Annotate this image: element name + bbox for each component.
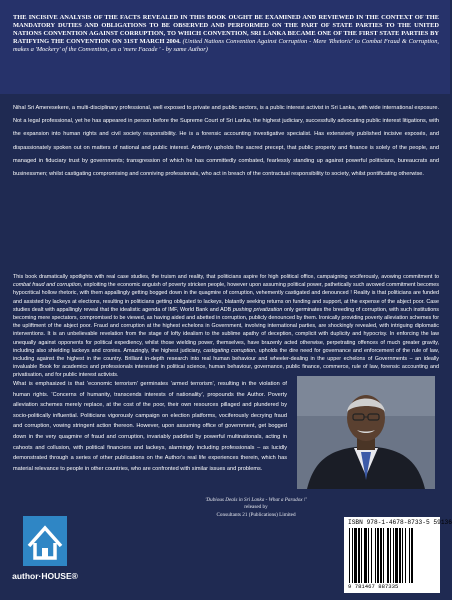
author-bio: Nihal Sri Ameresekere, a multi-disciplinary professional, well exposed to private and public sectors, is a public interest activist in Sri Lanka, with wide international exposure. Not a legal professional, yet he has appeared in person before the Supreme Court of Sri Lanka, the highest judiciary, successfully advocating public interest litigations, with the expansion into human rights and civil society responsibility. He is a forensic accounting investigative specialist. Has extensively published incisive exposés, and dispassionately spoken out on matters of national and public interest. Ardently upholds the sacred precept, that public property and finance is solely of the people, and managed in fiduciary trust by governments; transgression of which he has committedly combated, fearlessly standing up against powerful politicians, bureaucrats and businessmen; whilst castigating compromising and conniving professionals, who act in breach of the contractual responsibility to society, whilst pontificating otherwise.: [13, 105, 439, 178]
barcode-stripe: [387, 528, 389, 583]
credits-title: 'Dubious Deals in Sri Lanka - What a Paradox !': [205, 497, 307, 503]
author-portrait-illustration: [297, 376, 435, 489]
isbn-number: ISBN 978-1-4678-8733-5: [348, 519, 430, 526]
credits-publisher: Consultants 21 (Publications) Limited: [216, 511, 296, 518]
description-part-4: , upholds the dire need for governance and enforcement of the rule of law, including against the highest in the country. Brilliant in-depth research into real human behaviour and wheeler-dealing in the upper echelons of Governments – an ideally invaluable Book for academics and professionals interested in political science, human behaviour, governance, public finance, commerce, rule of law, forensic accounting and privatisation, and for public interest activists.: [13, 347, 439, 379]
barcode-bars: [348, 528, 436, 583]
barcode-stripe: [354, 528, 357, 583]
publisher-logo-text: author·HOUSE®: [12, 571, 78, 581]
description-emphasis-1: combat fraud and corruption: [13, 282, 81, 289]
barcode-stripe: [364, 528, 367, 583]
description-part-2: , exploiting the economic anguish of poverty stricken people, however upon assuming political power, pathetically such avowed commitment becomes hypocritical hollow rhetoric, with them appallingly getting bogged down in the quagmire of corruption, vehemently castigated and denounced ! Reality is that politicians are funded and assisted by lackeys at elections, resulting in politicians getting obligated to lackeys, blatantly seeking returns on funding and support, at the expense of the abject poor. Case studies dealt with appallingly reveal that the idealistic agenda of IMF, World Bank and ADB: [13, 282, 439, 313]
barcode-stripe: [393, 528, 394, 583]
barcode-stripe: [377, 528, 379, 583]
book-description: [13, 273, 439, 380]
barcode-stripe: [411, 528, 413, 583]
barcode-stripe: [399, 528, 401, 583]
barcode-stripe: [349, 528, 350, 583]
isbn-text: [348, 519, 452, 526]
barcode-stripe: [375, 528, 376, 583]
barcode-stripe: [402, 528, 403, 583]
author-photo: [297, 376, 435, 489]
barcode-stripe: [358, 528, 360, 583]
description-part-3: only germinates the breeding of corruption, with such institutions becoming mere spectators, compromised to be viewed, as having aided and abetted in corruption, publicly denounced by them. Ironically providing poverty alleviation schemes for the upliftment of the abject poor. Fraud and corruption at the highest echelons in Government, involving international parties, are shockingly revealed, with intriguing diplomatic interventions. It is an unbelievable revelation from the stage of lofty idealism to the sublime apathy of deception, complicit with duplicity and hypocrisy. In enforcing the law unequally against opponents for political expediency, whilst those wielding power, themselves, have brazenly acted otherwise, perpetrating offences of much greater gravity, including also shielding lackeys and cronies. Amazingly, the highest judiciary,: [13, 306, 439, 354]
heading-block: [13, 14, 439, 54]
barcode-stripe: [383, 528, 384, 583]
heading-note: (United Nations Convention Against Corruption - Mere 'Rhetoric' to Combat Fraud & Corruption, makes a 'Mockery' of the Convention, as a 'mere Facade ' - by same Author): [13, 38, 439, 53]
barcode-stripe: [371, 528, 372, 583]
publisher-logo: [10, 516, 80, 598]
house-icon: [23, 516, 67, 566]
barcode-stripe: [380, 528, 382, 583]
barcode-stripe: [395, 528, 398, 583]
barcode-stripe: [368, 528, 369, 583]
house-mark-icon: [23, 516, 67, 566]
barcode-stripe: [409, 528, 410, 583]
heading-main: THE INCISIVE ANALYSIS OF THE FACTS REVEALED IN THIS BOOK OUGHT BE EXAMINED AND REVIEWED IN THE CONTEXT OF THE MANDATORY DUTIES AND OBLIGATIONS TO BE OBSERVED AND PERFORMED ON THE PART OF STATE PARTIES TO THE UNITED NATIONS CONVENTION AGAINST CORRUPTION, TO WHICH CONVENTION, SRI LANKA BECAME ONE OF THE FIRST STATE PARTIES BY RATIFYING THE CONVENTION ON 31ST MARCH 2004.: [13, 14, 439, 45]
emphasis-paragraph: What is emphasized is that ‘economic terrorism’ germinates ‘armed terrorism’, resulting in the violation of human rights. ‘Concerns of humanity, transcends interests of nationality’, propounds the Author. Poverty alleviation schemes merely replace, at the cost of the poor, their own resources pillaged and plundered by socio-politically influential. Politicians vigorously campaign on election platforms, vociferously decrying fraud and corruption, vowing stringent action thereon. However, upon assuming office of government, get bogged down in the very quagmire of fraud and corruption, invariably paddled by powerful multinationals, acting in cahoots and collusion, with political financiers and lackeys, alarmingly including professionals – as lucidly demonstrated through a series of other publications on the Author's real life experiences therein, which has material relevance to people in other countries, who are confronted with similar issues and problems.: [13, 381, 287, 472]
barcode-stripe: [352, 528, 353, 583]
description-emphasis-3: castigating corruption: [203, 347, 256, 354]
description-emphasis-2: pushing privatization: [232, 306, 283, 313]
barcode-number: 9 781467 887335: [348, 583, 399, 590]
description-part-1: This book dramatically spotlights with real case studies, the truism and reality, that politicians aspire for high political office, campaigning vociferously, avowing commitment to: [13, 274, 439, 280]
barcode-stripe: [361, 528, 362, 583]
credits-released-by: released by: [244, 504, 268, 511]
barcode: [344, 517, 452, 593]
barcode-stripe: [405, 528, 406, 583]
barcode-stripe: [390, 528, 391, 583]
heading-band: [0, 0, 450, 94]
credits: [196, 497, 316, 519]
price-code: 59136: [433, 519, 452, 526]
